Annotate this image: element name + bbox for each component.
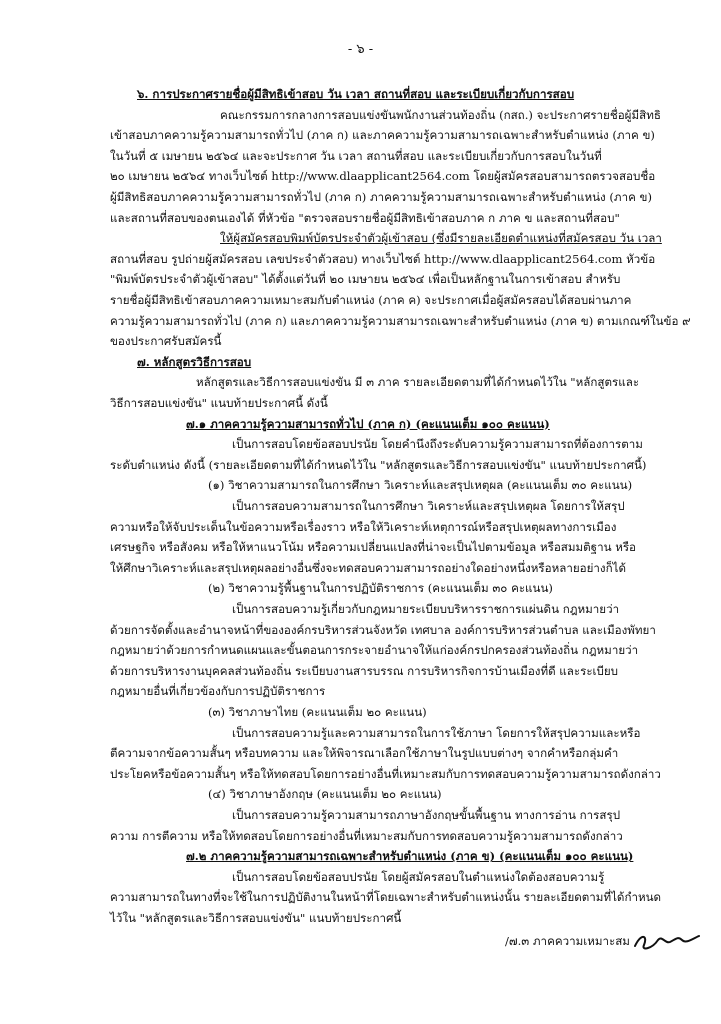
section-6-p1-line3: ในวันที่ ๕ เมษายน ๒๕๖๔ และจะประกาศ วัน เวลา สถานที่สอบ และระเบียบเกี่ยวกับการสอบในวันที่ (110, 148, 602, 163)
subject-3-body-line1: เป็นการสอบความรู้และความสามารถในการใช้ภาษา โดยการให้สรุปความและหรือ (232, 725, 641, 740)
section-7-2-body-line3: ไว้ใน "หลักสูตรและวิธีการสอบแข่งขัน" แนบท้ายประกาศนี้ (110, 911, 402, 925)
footer-continuation: /๗.๓ ภาคความเหมาะสม (505, 933, 630, 948)
subject-2-body-line4: ด้วยการบริหารงานบุคคลส่วนท้องถิ่น ระเบียบงานสารบรรณ การบริหารกิจการบ้านเมืองที่ดี และระเบียบ (110, 663, 619, 678)
section-6-heading: ๖. การประกาศรายชื่อผู้มีสิทธิเข้าสอบ วัน เวลา สถานที่สอบ และระเบียบเกี่ยวกับการสอบ (137, 87, 575, 101)
section-6-p2-line3: "พิมพ์บัตรประจำตัวผู้เข้าสอบ" ได้ตั้งแต่วันที่ ๒๐ เมษายน ๒๕๖๔ เพื่อเป็นหลักฐานในการเข้าสอบ สำหรับ (110, 272, 621, 287)
subject-3-body-line3: ประโยคหรือข้อความสั้นๆ หรือให้ทดสอบโดยการอย่างอื่นที่เหมาะสมกับการทดสอบความรู้ความสามารถดังกล่าว (110, 766, 661, 781)
signature-icon (632, 927, 702, 953)
subject-3-title: (๓) วิชาภาษาไทย (คะแนนเต็ม ๒๐ คะแนน) (208, 705, 427, 719)
section-6-p2-line5: ความรู้ความสามารถทั่วไป (ภาค ก) และภาคความรู้ความสามารถเฉพาะสำหรับตำแหน่ง (ภาค ข) ตามเกณฑ์ในข้อ ๙ (110, 313, 691, 328)
section-6-p1-line2: เข้าสอบภาคความรู้ความสามารถทั่วไป (ภาค ก) และภาคความรู้ความสามารถเฉพาะสำหรับตำแหน่ง (ภาค ข) (110, 128, 655, 143)
section-6-p1-line6: และสถานที่สอบของตนเองได้ ที่หัวข้อ "ตรวจสอบรายชื่อผู้มีสิทธิเข้าสอบภาค ก ภาค ข และสถานที่สอบ" (110, 210, 620, 225)
section-7-2-body-line1: เป็นการสอบโดยข้อสอบปรนัย โดยผู้สมัครสอบในตำแหน่งใดต้องสอบความรู้ (232, 869, 605, 884)
subject-1-body-line1: เป็นการสอบความสามารถในการศึกษา วิเคราะห์และสรุปเหตุผล โดยการให้สรุป (232, 499, 625, 513)
section-7-1-desc-line2: ระดับตำแหน่ง ดังนี้ (รายละเอียดตามที่ได้กำหนดไว้ใน "หลักสูตรและวิธีการสอบแข่งขัน" แนบท้ายประกาศนี้) (110, 457, 647, 472)
section-6-p2-line6: ของประกาศรับสมัครนี้ (110, 334, 222, 349)
subject-2-body-line3: กฎหมายว่าด้วยการกำหนดแผนและขั้นตอนการกระจายอำนาจให้แก่องค์กรปกครองส่วนท้องถิ่น กฎหมายว่า (110, 643, 639, 658)
section-6-p1-line4: ๒๐ เมษายน ๒๕๖๔ ทางเว็บไซต์ http://www.dlaapplicant2564.com โดยผู้สมัครสอบสามารถตรวจสอบชื่อ (110, 169, 656, 184)
subject-1-body-line3: เศรษฐกิจ หรือสังคม หรือให้หาแนวโน้ม หรือความเปลี่ยนแปลงที่น่าจะเป็นไปตามข้อมูล หรือสมมติฐาน หรือ (110, 540, 637, 555)
section-7-2-heading: ๗.๒ ภาคความรู้ความสามารถเฉพาะสำหรับตำแหน่ง (ภาค ข) (คะแนนเต็ม ๑๐๐ คะแนน) (186, 849, 634, 864)
section-7-heading: ๗. หลักสูตรวิธีการสอบ (137, 354, 252, 369)
subject-3-body-line2: ตีความจากข้อความสั้นๆ หรือบทความ และให้พิจารณาเลือกใช้ภาษาในรูปแบบต่างๆ จากคำหรือกลุ่มคำ (110, 746, 619, 761)
subject-2-title: (๒) วิชาความรู้พื้นฐานในการปฏิบัติราชการ (คะแนนเต็ม ๓๐ คะแนน) (208, 581, 553, 596)
subject-2-body-line5: กฎหมายอื่นที่เกี่ยวข้องกับการปฏิบัติราชการ (110, 684, 326, 699)
page-number: - ๖ - (347, 42, 374, 57)
subject-1-title: (๑) วิชาความสามารถในการศึกษา วิเคราะห์และสรุปเหตุผล (คะแนนเต็ม ๓๐ คะแนน) (208, 478, 633, 493)
section-6-p1-line5: ผู้มีสิทธิสอบภาคความรู้ความสามารถทั่วไป (ภาค ก) ภาคความรู้ความสามารถเฉพาะสำหรับตำแหน่ง (ภาค ข) (110, 190, 652, 204)
subject-2-body-line1: เป็นการสอบความรู้เกี่ยวกับกฎหมายระเบียบบริหารราชการแผ่นดิน กฎหมายว่า (232, 602, 620, 616)
subject-2-body-line2: ด้วยการจัดตั้งและอำนาจหน้าที่ขององค์กรบริหารส่วนจังหวัด เทศบาล องค์การบริหารส่วนตำบล และเมืองพัทยา (110, 622, 656, 637)
section-7-2-body-line2: ความสามารถในทางที่จะใช้ในการปฏิบัติงานในหน้าที่โดยเฉพาะสำหรับตำแหน่งนั้น รายละเอียดตามที่ได้กำหนด (110, 890, 662, 905)
subject-4-body-line1: เป็นการสอบความรู้ความสามารถภาษาอังกฤษขั้นพื้นฐาน ทางการอ่าน การสรุป (232, 808, 621, 822)
subject-4-body-line2: ความ การตีความ หรือให้ทดสอบโดยการอย่างอื่นที่เหมาะสมกับการทดสอบความรู้ความสามารถดังกล่าว (110, 828, 623, 843)
section-7-1-desc-line1: เป็นการสอบโดยข้อสอบปรนัย โดยคำนึงถึงระดับความรู้ความสามารถที่ต้องการตาม (232, 437, 643, 452)
section-6-p1-line1: คณะกรรมการกลางการสอบแข่งขันพนักงานส่วนท้องถิ่น (กสถ.) จะประกาศรายชื่อผู้มีสิทธิ (220, 107, 661, 122)
section-6-p2-line1: ให้ผู้สมัครสอบพิมพ์บัตรประจำตัวผู้เข้าสอบ (ซึ่งมีรายละเอียดตำแหน่งที่สมัครสอบ วัน เวลา (220, 231, 662, 246)
subject-1-body-line2: ความหรือให้จับประเด็นในข้อความหรือเรื่องราว หรือให้วิเคราะห์เหตุการณ์หรือสรุปเหตุผลทางการเมือง (110, 519, 617, 534)
subject-1-body-line4: ให้ศึกษาวิเคราะห์และสรุปเหตุผลอย่างอื่นซึ่งจะทดสอบความสามารถอย่างใดอย่างหนึ่งหรือหลายอย่างก็ได้ (110, 560, 626, 575)
section-7-intro-line2: วิธีการสอบแข่งขัน" แนบท้ายประกาศนี้ ดังนี้ (110, 396, 328, 410)
section-6-p2-line4: รายชื่อผู้มีสิทธิเข้าสอบภาคความเหมาะสมกับตำแหน่ง (ภาค ค) จะประกาศเมื่อผู้สมัครสอบได้สอบผ่านภาค (110, 293, 632, 307)
section-7-intro-line1: หลักสูตรและวิธีการสอบแข่งขัน มี ๓ ภาค รายละเอียดตามที่ได้กำหนดไว้ใน "หลักสูตรและ (196, 375, 640, 390)
subject-4-title: (๔) วิชาภาษาอังกฤษ (คะแนนเต็ม ๒๐ คะแนน) (208, 787, 442, 802)
section-7-1-heading: ๗.๑ ภาคความรู้ความสามารถทั่วไป (ภาค ก) (คะแนนเต็ม ๑๐๐ คะแนน) (186, 416, 550, 431)
section-6-p2-line2: สถานที่สอบ รูปถ่ายผู้สมัครสอบ เลขประจำตัวสอบ) ทางเว็บไซต์ http://www.dlaapplicant2564.com หัวข้อ (110, 251, 656, 266)
